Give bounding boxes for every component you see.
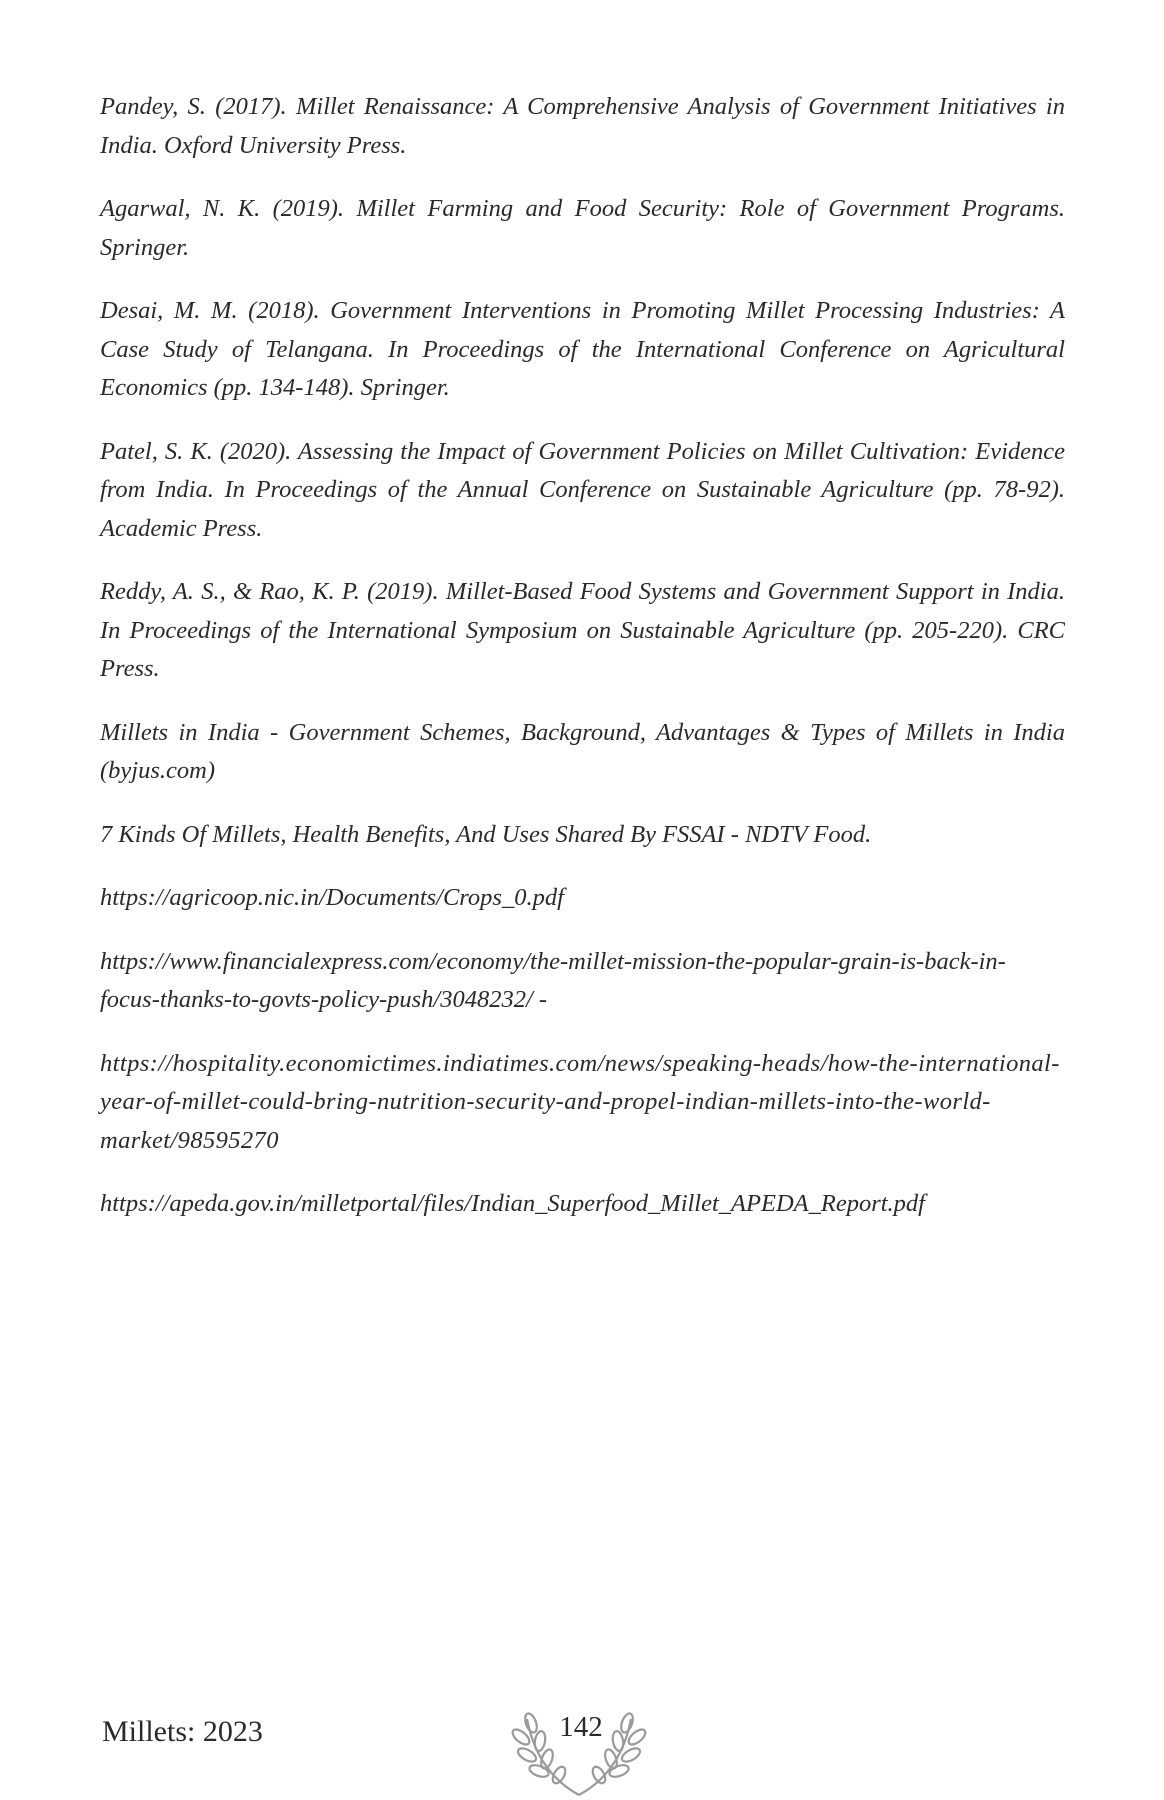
reference-item: Pandey, S. (2017). Millet Renaissance: A Comprehensive Analysis of Government Initiatives in India. Oxford University Press.	[100, 93, 1065, 159]
reference-item: Millets in India - Government Schemes, Background, Advantages & Types of Millets in India (byjus.com)	[100, 718, 1065, 784]
reference-item: 7 Kinds Of Millets, Health Benefits, And Uses Shared By FSSAI - NDTV Food.	[100, 820, 872, 848]
reference-link[interactable]: https://www.financialexpress.com/economy/the-millet-mission-the-popular-grain-is-back-in-focus-thanks-to-govts-policy-push/3048232/ -	[100, 947, 1006, 1013]
page-number: 142	[559, 1711, 603, 1743]
reference-item: Desai, M. M. (2018). Government Interventions in Promoting Millet Processing Industries: A Case Study of Telangana. In Proceedings of the International Conference on Agricultural Economics (pp. 134-148). Springer.	[100, 297, 1065, 401]
reference-link[interactable]: https://hospitality.economictimes.indiatimes.com/news/speaking-heads/how-the-international-year-of-millet-could-bring-nutrition-security-and-propel-indian-millets-into-the-world-market/98595270	[100, 1049, 1060, 1154]
reference-link[interactable]: https://agricoop.nic.in/Documents/Crops_0.pdf	[100, 884, 564, 911]
reference-link[interactable]: https://apeda.gov.in/milletportal/files/Indian_Superfood_Millet_APEDA_Report.pdf	[100, 1190, 925, 1217]
reference-item: Patel, S. K. (2020). Assessing the Impact of Government Policies on Millet Cultivation: Evidence from India. In Proceedings of the Annual Conference on Sustainable Agriculture (pp. 78-92). Academic Press.	[100, 437, 1065, 542]
reference-list	[100, 88, 1065, 1249]
reference-item: Reddy, A. S., & Rao, K. P. (2019). Millet-Based Food Systems and Government Support in India. In Proceedings of the International Symposium on Sustainable Agriculture (pp. 205-220). CRC Press.	[100, 578, 1065, 682]
footer-title: Millets: 2023	[102, 1715, 263, 1748]
reference-item: Agarwal, N. K. (2019). Millet Farming and Food Security: Role of Government Programs. Springer.	[100, 195, 1065, 261]
